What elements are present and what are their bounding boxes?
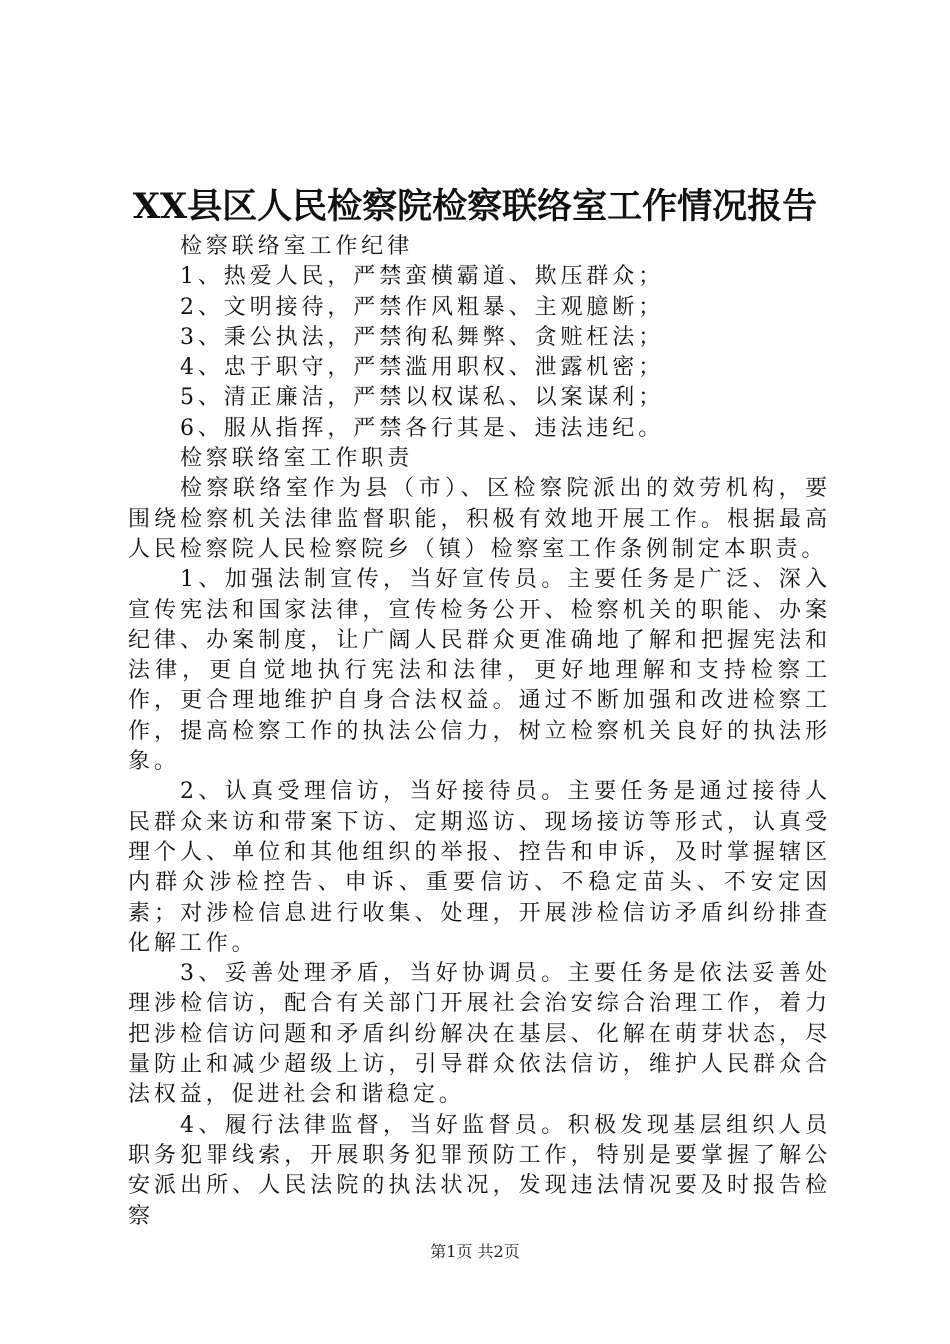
duty-paragraph-1: 1、加强法制宣传，当好宣传员。主要任务是广泛、深入宣传宪法和国家法律，宣传检务公开、检察机关的职能、办案纪律、办案制度，让广阔人民群众更准确地了解和把握宪法和法律，更自觉地执行宪法和法律，更好地理解和支持检察工作，更合理地维护自身合法权益。通过不断加强和改进检察工作，提高检察工作的执法公信力，树立检察机关良好的执法形象。 xyxy=(128,567,831,775)
page-number-footer: 第1页 共2页 xyxy=(430,1242,520,1261)
discipline-item-6: 6、服从指挥，严禁各行其是、违法违纪。 xyxy=(180,415,665,441)
document-body xyxy=(128,232,831,1232)
discipline-item-4: 4、忠于职守，严禁滥用职权、泄露机密； xyxy=(180,355,665,381)
document-title: XX县区人民检察院检察联络室工作情况报告 xyxy=(132,186,818,227)
discipline-item-1: 1、热爱人民，严禁蛮横霸道、欺压群众； xyxy=(180,264,665,290)
discipline-item-2: 2、文明接待，严禁作风粗暴、主观臆断； xyxy=(180,294,665,320)
duty-paragraph-2: 2、认真受理信访，当好接待员。主要任务是通过接待人民群众来访和带案下访、定期巡访、现场接访等形式，认真受理个人、单位和其他组织的举报、控告和申诉，及时掌握辖区内群众涉检控告、申诉、重要信访、不稳定苗头、不安定因素；对涉检信息进行收集、处理，开展涉检信访矛盾纠纷排查化解工作。 xyxy=(128,779,831,956)
discipline-item-3: 3、秉公执法，严禁徇私舞弊、贪赃枉法； xyxy=(180,324,665,350)
duty-paragraph-3: 3、妥善处理矛盾，当好协调员。主要任务是依法妥善处理涉检信访，配合有关部门开展社会治安综合治理工作，着力把涉检信访问题和矛盾纠纷解决在基层、化解在萌芽状态，尽量防止和减少超级上访，引导群众依法信访，维护人民群众合法权益，促进社会和谐稳定。 xyxy=(128,961,831,1108)
section-heading-discipline: 检察联络室工作纪律 xyxy=(180,234,414,259)
duty-paragraph-4: 4、履行法律监督，当好监督员。积极发现基层组织人员职务犯罪线索，开展职务犯罪预防工作，特别是要掌握了解公安派出所、人民法院的执法状况，发现违法情况要及时报告检察 xyxy=(128,1112,831,1229)
section-heading-duties: 检察联络室工作职责 xyxy=(180,446,414,472)
discipline-item-5: 5、清正廉洁，严禁以权谋私、以案谋利； xyxy=(180,385,665,411)
duties-intro-paragraph: 检察联络室作为县（市）、区检察院派出的效劳机构，要围绕检察机关法律监督职能，积极有效地开展工作。根据最高人民检察院人民检察院乡（镇）检察室工作条例制定本职责。 xyxy=(128,476,831,562)
